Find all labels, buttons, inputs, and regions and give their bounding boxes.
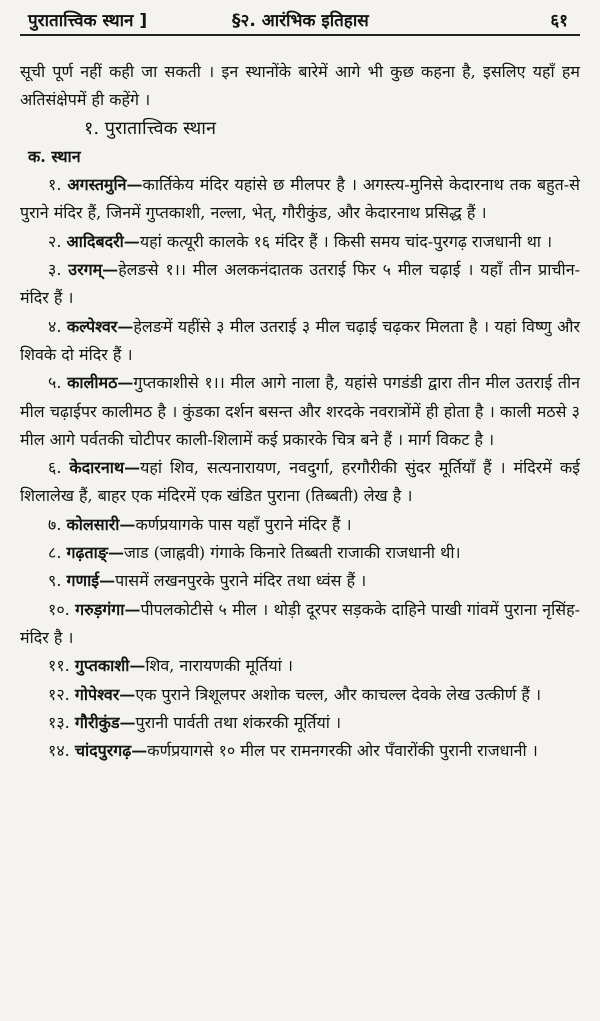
running-head-section: §२. आरंभिक इतिहास [232, 11, 369, 31]
entry-term: गोपेश्वर— [74, 684, 136, 704]
header-rule [20, 34, 580, 36]
running-head [20, 4, 580, 34]
list-item [20, 539, 580, 567]
entry-number: ३. [48, 260, 62, 280]
entry-text: कर्णप्रयागसे १० मील पर रामनगरकी ओर पँवारोंकी पुरानी राजधानी । [147, 741, 538, 761]
entry-text: हेलङसे १।। मील अलकनंदातक उतराई फिर ५ मील चढ़ाई । यहाँ तीन प्राचीन-मंदिर हैं । [20, 260, 580, 308]
entry-number: ५. [48, 373, 62, 393]
entry-text: यहां कत्यूरी कालके १६ मंदिर हैं । किसी समय चांद-पुरगढ़ राजधानी था । [139, 231, 553, 251]
entry-number: ४. [48, 316, 62, 336]
running-head-chapter: पुरातात्त्विक स्थान ] [28, 11, 148, 31]
list-item [20, 256, 580, 313]
list-item [20, 709, 580, 737]
list-item [20, 652, 580, 680]
entry-term: गढ़ताङ्— [66, 543, 124, 563]
entry-number: ९. [48, 571, 62, 591]
entry-text: हेलङमें यहींसे ३ मील उतराई ३ मील चढ़ाई चढ़कर मिलता है । यहां विष्णु और शिवके दो मंदिर हैं । [20, 316, 580, 364]
entry-number: १४. [48, 741, 70, 761]
entry-term: चांदपुरगढ़— [74, 741, 148, 761]
list-item [20, 313, 580, 370]
entry-number: १. [48, 175, 62, 195]
entry-text: एक पुराने त्रिशूलपर अशोक चल्ल, और काचल्ल देवके लेख उत्कीर्ण हैं । [135, 684, 542, 704]
entry-text: यहां शिव, सत्यनारायण, नवदुर्गा, हरगौरीकी सुंदर मूर्तियाँ हैं । मंदिरमें कई शिलालेख हैं, बाहर एक मंदिरमें एक खंडित पुराना (तिब्बती) लेख है । [20, 458, 580, 506]
entry-term: कालीमठ— [67, 373, 134, 393]
list-item [20, 681, 580, 709]
entry-number: १२. [48, 684, 70, 704]
entry-term: केदारनाथ— [69, 458, 141, 478]
entry-term: कोलसारी— [66, 514, 136, 534]
list-item [20, 567, 580, 595]
entry-number: १३. [48, 712, 70, 732]
entry-text: शिव, नारायणकी मूर्तियां । [145, 656, 293, 676]
entry-number: ८. [48, 543, 62, 563]
list-item [20, 369, 580, 454]
entry-term: गरुड़गंगा— [75, 599, 141, 619]
list-item [20, 454, 580, 511]
entry-text: जाड (जाह्नवी) गंगाके किनारे तिब्बती राजाकी राजधानी थी। [123, 543, 461, 563]
entry-term: गुप्तकाशी— [74, 656, 146, 676]
entry-text: गुप्तकाशीसे १।। मील आगे नाला है, यहांसे पगडंडी द्वारा तीन मील उतराई तीन मील चढ़ाईपर कालीमठ है । कुंडका दर्शन बसन्त और शरदके नवरात्रोंमें ही होता है । काली मठसे ३ मील आगे पर्वतकी चोटीपर काली-शिलामें कई प्रकारके चित्र बने हैं । मार्ग विकट है । [20, 373, 581, 449]
subheading: क. स्थान [28, 146, 81, 166]
entry-term: आदिबदरी— [66, 231, 140, 251]
list-item [20, 596, 580, 653]
list-item [20, 171, 580, 228]
entry-term: उरगम्— [68, 260, 119, 280]
body-text [20, 58, 580, 765]
entry-text: कर्णप्रयागके पास यहाँ पुराने मंदिर हैं । [135, 514, 352, 534]
entry-term: कल्पेश्वर— [66, 316, 134, 336]
entry-list [20, 171, 580, 765]
list-item [20, 511, 580, 539]
entry-number: ७. [48, 514, 62, 534]
list-item [20, 737, 580, 765]
entry-term: अगस्तमुनि— [67, 175, 143, 195]
page-number: ६१ [550, 11, 568, 31]
entry-term: गणाई— [66, 571, 116, 591]
entry-number: ६. [48, 458, 62, 478]
entry-number: ११. [48, 656, 70, 676]
intro-paragraph: सूची पूर्ण नहीं कही जा सकती । इन स्थानोंके बारेमें आगे भी कुछ कहना है, इसलिए यहाँ हम अतिसंक्षेपमें ही कहेंगे । [20, 62, 580, 110]
entry-text: पीपलकोटीसे ५ मील । थोड़ी दूरपर सड़कके दाहिने पाखी गांवमें पुराना नृसिंह-मंदिर है । [20, 599, 580, 647]
entry-text: कार्तिकेय मंदिर यहांसे छ मीलपर है । अगस्त्य-मुनिसे केदारनाथ तक बहुत-से पुराने मंदिर हैं, जिनमें गुप्तकाशी, नल्ला, भेत्, गौरीकुंड, और केदारनाथ प्रसिद्ध हैं । [20, 175, 580, 223]
entry-text: पासमें लखनपुरके पुराने मंदिर तथा ध्वंस हैं । [115, 571, 367, 591]
entry-number: २. [48, 231, 62, 251]
entry-term: गौरीकुंड— [74, 712, 136, 732]
section-heading: १. पुरातात्त्विक स्थान [84, 117, 216, 139]
list-item [20, 228, 580, 256]
entry-text: पुरानी पार्वती तथा शंकरकी मूर्तियां । [135, 712, 342, 732]
entry-number: १०. [48, 599, 70, 619]
